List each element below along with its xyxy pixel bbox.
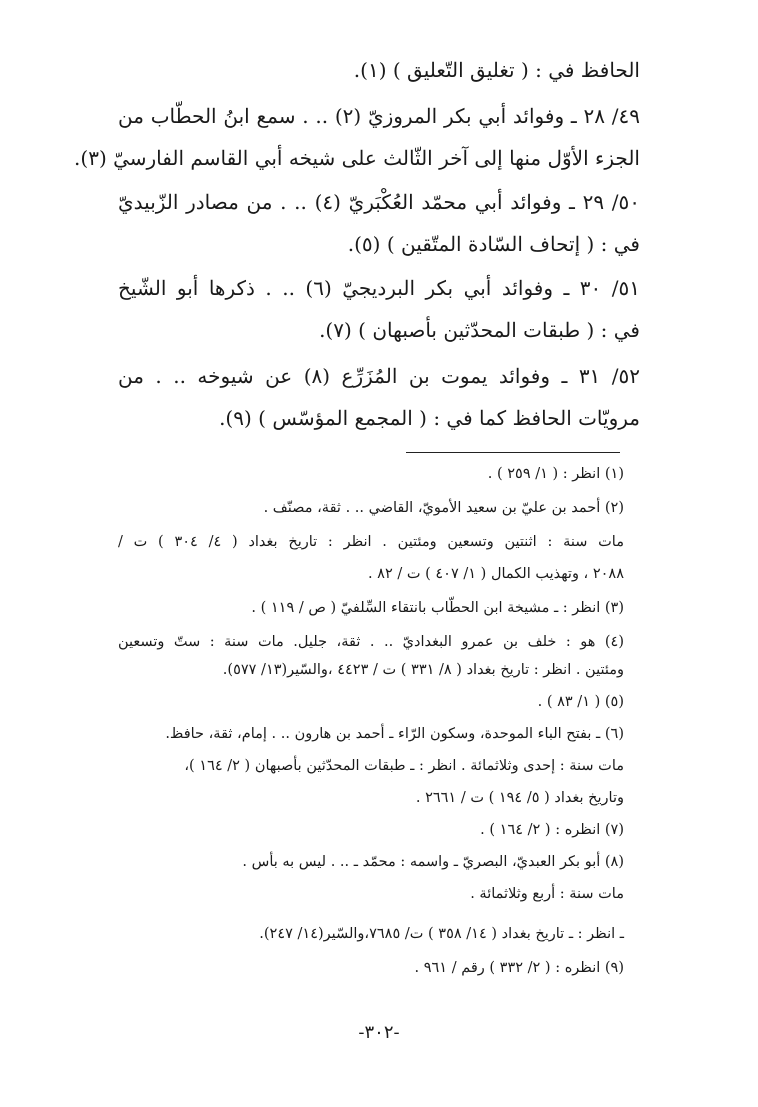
footnote-2-cont: مات سنة : اثنتين وتسعين ومئتين . انظر : تاريخ بغداد ( ٤/ ٣٠٤ ) ت /: [118, 534, 624, 550]
footnote-4: (٤) هو : خلف بن عمرو البغداديّ .. . ثقة، جليل. مات سنة : ستّ وتسعين: [118, 634, 624, 650]
footnote-2-cont2: ٢٠٨٨ ، وتهذيب الكمال ( ١/ ٤٠٧ ) ت / ٨٢ .: [367, 566, 624, 582]
footnote-8: (٨) أبو بكر العبديّ، البصريّ ـ واسمه : محمّد ـ .. . ليس به بأس .: [242, 854, 624, 870]
main-line-5: في : ( إتحاف السّادة المتّقين ) (٥).: [347, 232, 640, 256]
footnote-1: (١) انظر : ( ١/ ٢٥٩ ) .: [487, 466, 624, 482]
main-line-6: ٥١/ ٣٠ ـ وفوائد أبي بكر البرديجيّ (٦) .. . ذكرها أبو الشّيخ: [118, 276, 640, 300]
page-number: -٣٠٢-: [358, 1022, 400, 1043]
footnote-4-cont: ومئتين . انظر : تاريخ بغداد ( ٨/ ٣٣١ ) ت / ٤٤٢٣ ،والسّير(١٣/ ٥٧٧).: [222, 662, 624, 678]
main-line-3: الجزء الأوّل منها إلى آخر الثّالث على شيخه أبي القاسم الفارسيّ (٣).: [74, 146, 640, 170]
footnote-6: (٦) ـ بفتح الباء الموحدة، وسكون الرّاء ـ أحمد بن هارون .. . إمام، ثقة، حافظ.: [165, 726, 624, 742]
footnote-8-cont2: ـ انظر : ـ تاريخ بغداد ( ١٤/ ٣٥٨ ) ت/ ٧٦٨٥،والسّير(١٤/ ٢٤٧).: [259, 926, 624, 942]
footnote-6-cont: مات سنة : إحدى وثلاثمائة . انظر : ـ طبقات المحدّثين بأصبهان ( ٢/ ١٦٤ )،: [184, 758, 624, 774]
main-line-7: في : ( طبقات المحدّثين بأصبهان ) (٧).: [319, 318, 640, 342]
footnote-2: (٢) أحمد بن عليّ بن سعيد الأمويّ، القاضي .. . ثقة، مصنّف .: [263, 500, 624, 516]
footnote-5: (٥) ( ١/ ٨٣ ) .: [537, 694, 624, 710]
main-line-4: ٥٠/ ٢٩ ـ وفوائد أبي محمّد العُكْبَريّ (٤) .. . من مصادر الزّبيديّ: [118, 190, 640, 214]
main-line-8: ٥٢/ ٣١ ـ وفوائد يموت بن المُزَرِّع (٨) عن شيوخه .. . من: [118, 364, 640, 388]
footnote-8-cont: مات سنة : أربع وثلاثمائة .: [470, 886, 624, 902]
main-line-1: الحافظ في : ( تغليق التّعليق ) (١).: [353, 58, 640, 82]
main-line-2: ٤٩/ ٢٨ ـ وفوائد أبي بكر المروزيّ (٢) .. . سمع ابنُ الحطّاب من: [118, 104, 640, 128]
footnote-7: (٧) انظره : ( ٢/ ١٦٤ ) .: [480, 822, 624, 838]
footnote-separator: [406, 452, 620, 453]
footnote-6-cont2: وتاريخ بغداد ( ٥/ ١٩٤ ) ت / ٢٦٦١ .: [415, 790, 624, 806]
footnote-3: (٣) انظر : ـ مشيخة ابن الحطّاب بانتقاء السِّلفيّ ( ص / ١١٩ ) .: [251, 600, 624, 616]
footnote-9: (٩) انظره : ( ٢/ ٣٣٢ ) رقم / ٩٦١ .: [414, 960, 624, 976]
main-line-9: مرويّات الحافظ كما في : ( المجمع المؤسّس ) (٩).: [219, 406, 640, 430]
